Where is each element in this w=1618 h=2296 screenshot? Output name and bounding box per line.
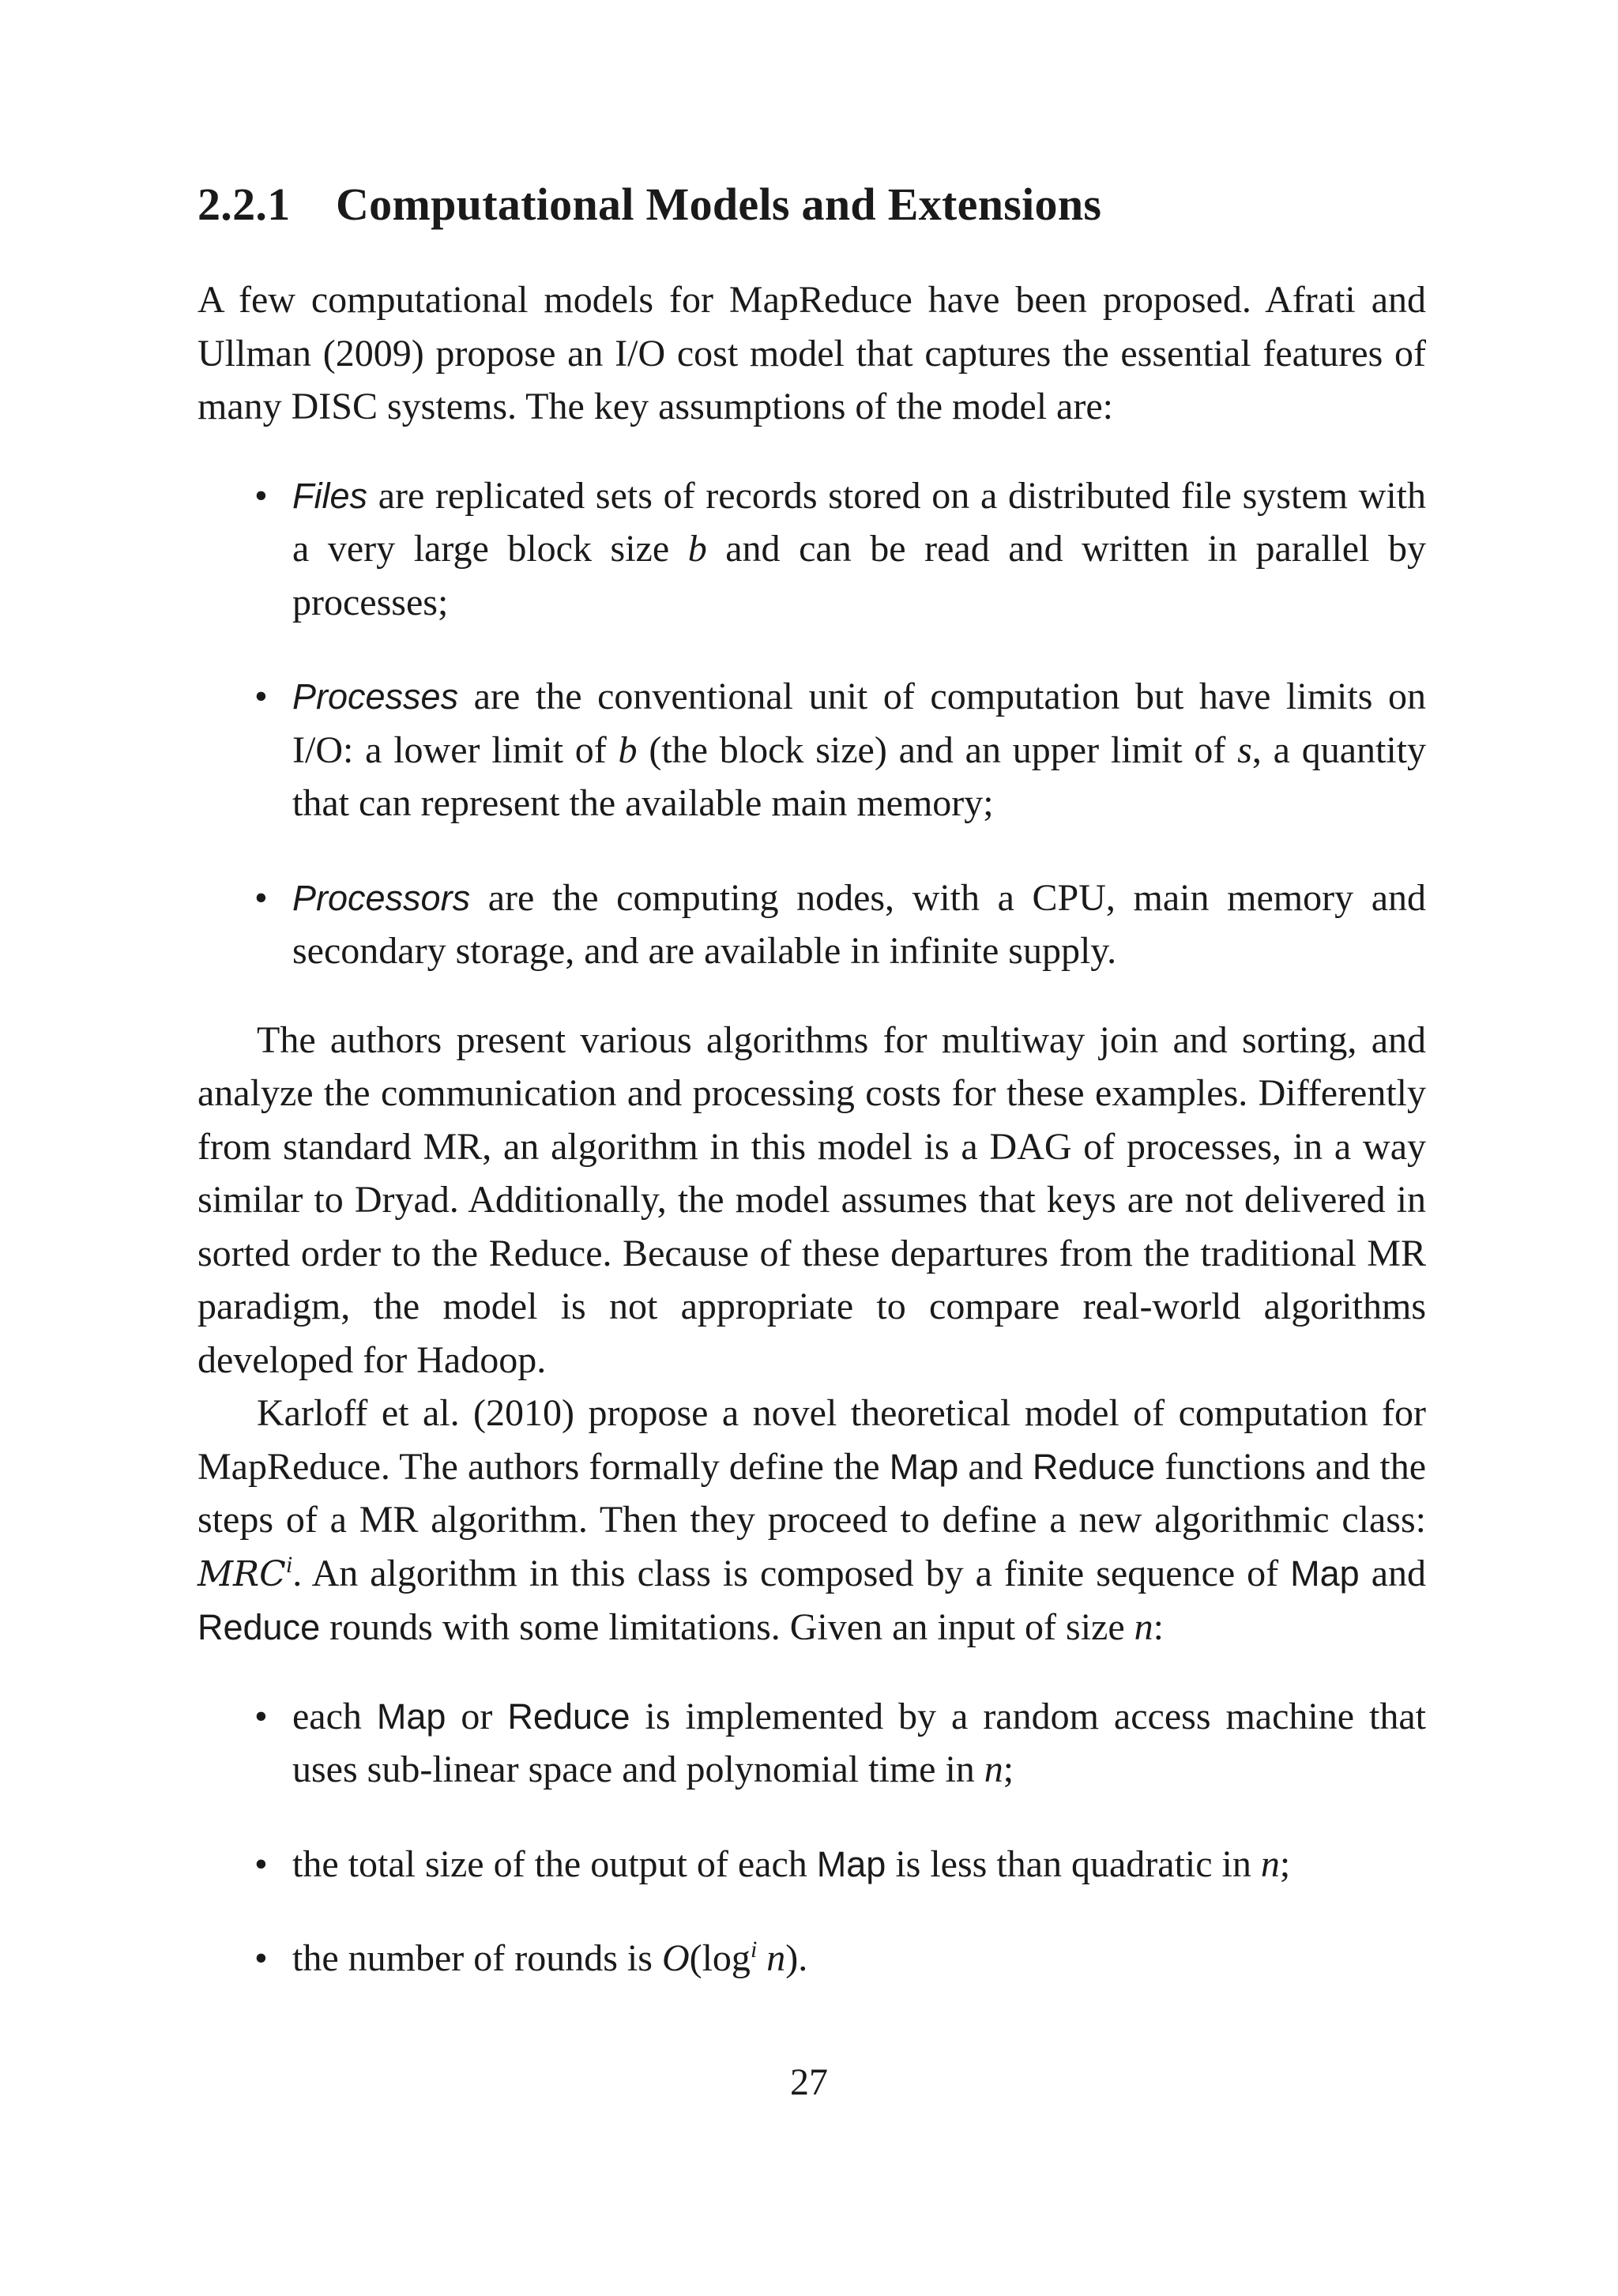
paragraph-text: rounds with some limitations. Given an input of size bbox=[320, 1606, 1134, 1648]
term-processors: Processors bbox=[292, 877, 471, 918]
map-term: Map bbox=[816, 1843, 886, 1884]
term-files: Files bbox=[292, 475, 368, 516]
math-var: n bbox=[757, 1937, 786, 1979]
section-heading bbox=[198, 179, 1426, 230]
authors-paragraph: The authors present various algorithms for multiway join and sorting, and analyze the communication and processing costs for these examples. Differently from standard MR, an algorithm in this model is a DAG of processes, in a way similar to Dryad. Additionally, the model assumes that keys are not delivered in sorted order to the Reduce. Because of these departures from the traditional MR paradigm, the model is not appropriate to compare real-world algorithms developed for Hadoop. bbox=[198, 1018, 1426, 1381]
item-text: is less than quadratic in bbox=[886, 1842, 1261, 1885]
mrc-superscript: i bbox=[285, 1551, 293, 1578]
item-text: ). bbox=[785, 1937, 808, 1979]
item-text: is implemented by a random access machine that uses sub-linear space and polynomial time in bbox=[292, 1695, 1427, 1790]
item-text: and can be read and written in parallel by processes; bbox=[292, 528, 1427, 623]
log-superscript: i bbox=[750, 1937, 758, 1963]
item-text: the total size of the output of each bbox=[292, 1842, 817, 1885]
map-term: Map bbox=[1290, 1553, 1360, 1594]
math-var: n bbox=[1260, 1842, 1280, 1885]
list-item bbox=[198, 670, 1426, 830]
list-item bbox=[198, 871, 1426, 978]
item-text: the number of rounds is bbox=[292, 1937, 662, 1979]
math-var: n bbox=[1134, 1606, 1153, 1648]
reduce-term: Reduce bbox=[507, 1696, 630, 1737]
mrc-class-name: MRC bbox=[198, 1553, 286, 1594]
math-var: b bbox=[687, 528, 707, 570]
limitations-list bbox=[198, 1690, 1426, 1985]
map-term: Map bbox=[889, 1446, 959, 1487]
paragraph-text: : bbox=[1153, 1606, 1164, 1648]
paragraph-text: . An algorithm in this class is composed by a finite sequence of bbox=[292, 1552, 1291, 1594]
bullet-icon: • bbox=[254, 676, 268, 717]
paragraph-text: and bbox=[1359, 1552, 1427, 1594]
list-item bbox=[198, 1838, 1426, 1891]
paragraph-text: and bbox=[958, 1445, 1033, 1488]
section-number: 2.2.1 bbox=[198, 179, 291, 230]
paragraph-text: Karloff et al. (2010) propose a novel theoretical model of computation for MapReduce. The authors formally define the bbox=[198, 1392, 1426, 1488]
math-var: n bbox=[984, 1748, 1003, 1790]
paragraph-text: functions and the steps of a MR algorithm. Then they proceed to define a new algorithmic class: bbox=[198, 1445, 1427, 1541]
list-item bbox=[198, 1932, 1426, 1985]
section-title: Computational Models and Extensions bbox=[336, 179, 1102, 230]
bullet-icon: • bbox=[254, 474, 268, 517]
assumptions-list bbox=[198, 469, 1426, 978]
karloff-paragraph bbox=[198, 1387, 1426, 1654]
map-term: Map bbox=[376, 1696, 446, 1737]
math-var: b bbox=[618, 728, 638, 771]
bullet-icon: • bbox=[254, 1937, 268, 1979]
item-text: or bbox=[446, 1695, 508, 1737]
math-log: (log bbox=[689, 1937, 751, 1979]
intro-paragraph: A few computational models for MapReduce have been proposed. Afrati and Ullman (2009) propose an I/O cost model that captures the essential features of many DISC systems. The key assumptions of the model are: bbox=[198, 279, 1426, 427]
item-text: are replicated sets of records stored on a distributed file system with a very large block size bbox=[292, 474, 1426, 570]
reduce-term: Reduce bbox=[198, 1607, 321, 1647]
item-text: , a quantity that can represent the available main memory; bbox=[292, 728, 1427, 824]
list-item bbox=[198, 1690, 1426, 1797]
item-text: are the conventional unit of computation but have limits on I/O: a lower limit of bbox=[292, 676, 1426, 771]
bullet-icon: • bbox=[254, 1695, 268, 1737]
page-body bbox=[198, 179, 1427, 2021]
page-number: 27 bbox=[790, 2061, 828, 2103]
item-text: each bbox=[292, 1695, 377, 1737]
bullet-icon: • bbox=[254, 1842, 268, 1885]
big-o: O bbox=[661, 1937, 690, 1979]
reduce-term: Reduce bbox=[1032, 1446, 1155, 1487]
list-item bbox=[198, 469, 1426, 630]
item-text: ; bbox=[1279, 1842, 1291, 1885]
item-text: (the block size) and an upper limit of bbox=[637, 728, 1238, 771]
bullet-icon: • bbox=[254, 876, 268, 919]
term-processes: Processes bbox=[292, 676, 459, 717]
item-text: ; bbox=[1003, 1748, 1014, 1790]
item-text: are the computing nodes, with a CPU, main memory and secondary storage, and are available in infinite supply. bbox=[292, 876, 1426, 972]
math-var: s bbox=[1237, 728, 1252, 771]
